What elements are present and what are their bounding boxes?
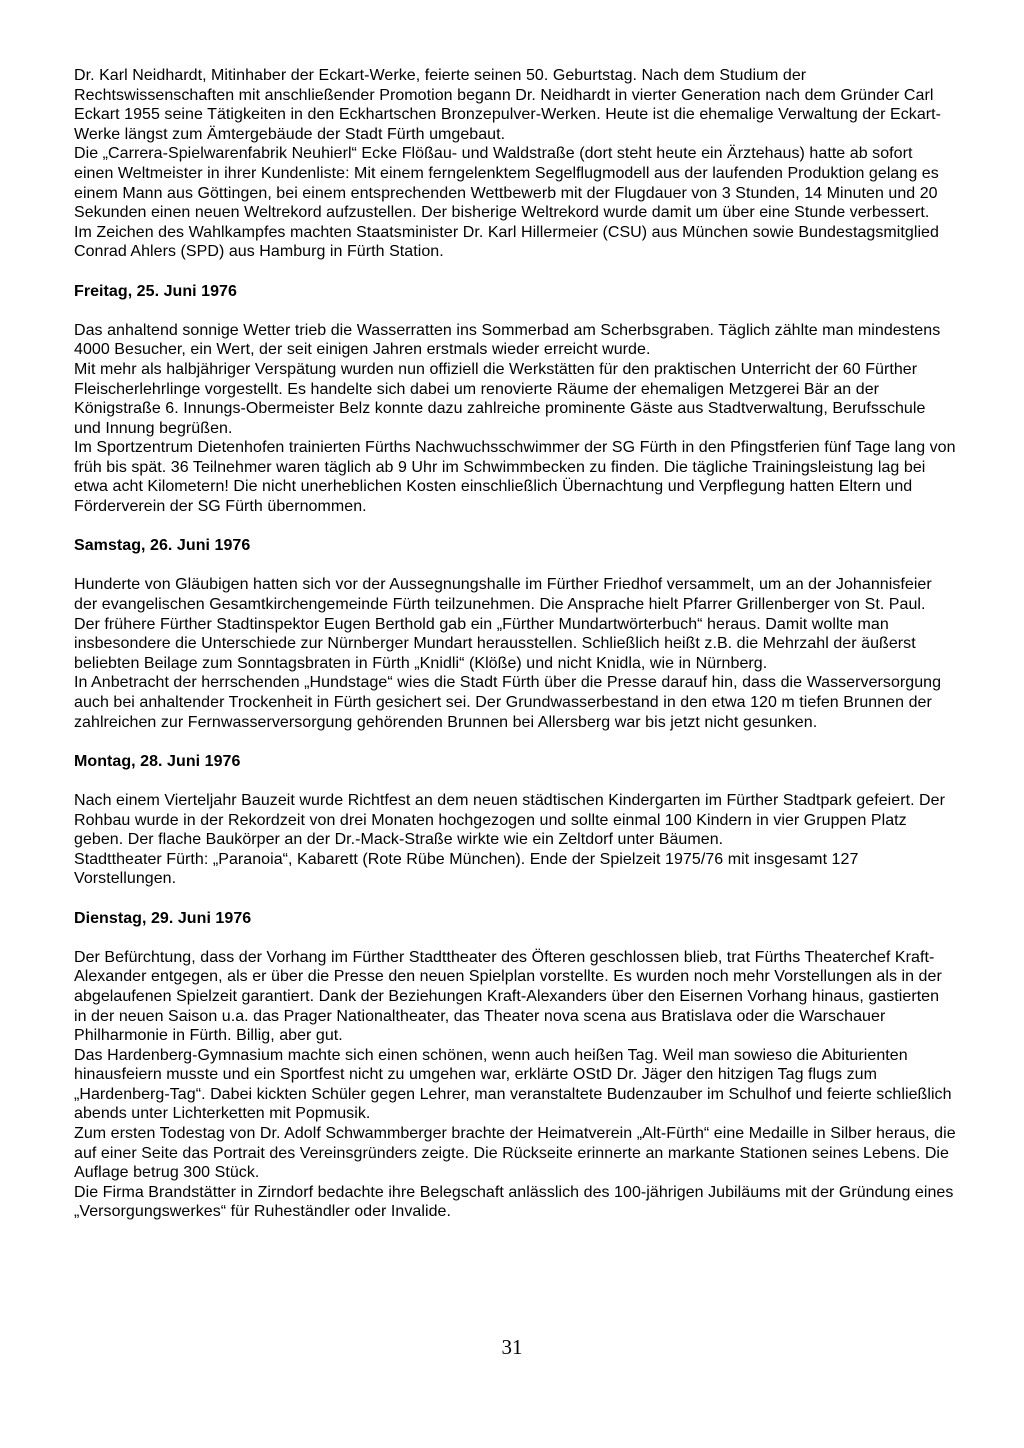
section-paragraphs <box>74 321 956 517</box>
section-paragraphs <box>74 948 956 1222</box>
page-number: 31 <box>501 1335 523 1359</box>
date-heading: Freitag, 25. Juni 1976 <box>74 282 237 300</box>
paragraph: Der Befürchtung, dass der Vorhang im Fürther Stadttheater des Öfteren geschlossen blieb, trat Fürths Theaterchef Kraft-Alexander entgegen, als er über die Presse den neuen Spielplan vorstellte. Es wurden noch mehr Vorstellungen als in der abgelaufenen Spielzeit garantiert. Dank der Beziehungen Kraft-Alexanders über den Eisernen Vorhang hinaus, gastierten in der neuen Saison u.a. das Prager Nationaltheater, das Theater nova scena aus Bratislava oder die Warschauer Philharmonie in Fürth. Billig, aber gut. <box>74 948 942 1045</box>
date-heading: Samstag, 26. Juni 1976 <box>74 537 251 555</box>
chronicle-section <box>74 909 956 1223</box>
paragraph: Das Hardenberg-Gymnasium machte sich einen schönen, wenn auch heißen Tag. Weil man sowieso die Abiturienten hinausfeiern musste und ein Sportfest nicht zu umgehen war, erklärte OStD Dr. Jäger den hitzigen Tag flugs zum „Hardenberg-Tag“. Dabei kickten Schüler gegen Lehrer, man veranstaltete Budenzauber im Schulhof und feierte schließlich abends unter Lichterketten mit Popmusik. <box>74 1046 952 1123</box>
date-heading: Montag, 28. Juni 1976 <box>74 752 241 770</box>
paragraph: Mit mehr als halbjähriger Verspätung wurden nun offiziell die Werkstätten für den praktischen Unterricht der 60 Fürther Fleischerlehrlinge vorgestellt. Es handelte sich dabei um renovierte Räume der ehemaligen Metzgerei Bär an der Königstraße 6. Innungs-Obermeister Belz konnte dazu zahlreiche prominente Gäste aus Stadtverwaltung, Berufsschule und Innung begrüßen. <box>74 360 926 437</box>
section-paragraphs <box>74 575 956 732</box>
section-paragraphs <box>74 791 956 889</box>
paragraph: Im Sportzentrum Dietenhofen trainierten Fürths Nachwuchsschwimmer der SG Fürth in den Pfingstferien fünf Tage lang von früh bis spät. 36 Teilnehmer waren täglich ab 9 Uhr im Schwimmbecken zu finden. Die tägliche Trainingsleistung lag bei etwa acht Kilometern! Die nicht unerheblichen Kosten einschließlich Übernachtung und Verpflegung hatten Eltern und Förderverein der SG Fürth übernommen. <box>74 439 956 516</box>
paragraph: Die Firma Brandstätter in Zirndorf bedachte ihre Belegschaft anlässlich des 100-jährigen Jubiläums mit der Gründung eines „Versorgungswerkes“ für Ruheständler oder Invalide. <box>74 1183 954 1221</box>
paragraph: Zum ersten Todestag von Dr. Adolf Schwammberger brachte der Heimatverein „Alt-Fürth“ eine Medaille in Silber heraus, die auf einer Seite das Portrait des Vereinsgründers zeigte. Die Rückseite erinnerte an markante Stationen seines Lebens. Die Auflage betrug 300 Stück. <box>74 1125 956 1182</box>
paragraph: Im Zeichen des Wahlkampfes machten Staatsminister Dr. Karl Hillermeier (CSU) aus München sowie Bundestagsmitglied Conrad Ahlers (SPD) aus Hamburg in Fürth Station. <box>74 223 939 261</box>
date-heading: Dienstag, 29. Juni 1976 <box>74 909 252 927</box>
paragraph: Nach einem Vierteljahr Bauzeit wurde Richtfest an dem neuen städtischen Kindergarten im Fürther Stadtpark gefeiert. Der Rohbau wurde in der Rekordzeit von drei Monaten hochgezogen und sollte einmal 100 Kindern in vier Gruppen Platz geben. Der flache Baukörper an der Dr.-Mack-Straße wirkte wie ein Zeltdorf unter Bäumen. <box>74 791 945 849</box>
chronicle-section <box>74 282 956 517</box>
section-paragraphs <box>74 66 956 262</box>
paragraph: Der frühere Fürther Stadtinspektor Eugen Berthold gab ein „Fürther Mundartwörterbuch“ heraus. Damit wollte man insbesondere die Unterschiede zur Nürnberger Mundart herausstellen. Schließlich heißt z.B. die Mehrzahl der äußerst beliebten Beilage zum Sonntagsbraten in Fürth „Knidli“ (Klöße) und nicht Knidla, wie in Nürnberg. <box>74 615 916 672</box>
chronicle-section <box>74 536 956 732</box>
paragraph: Die „Carrera-Spielwarenfabrik Neuhierl“ Ecke Flößau- und Waldstraße (dort steht heute ein Ärztehaus) hatte ab sofort einen Weltmeister in ihrer Kundenliste: Mit einem ferngelenktem Segelflugmodell aus der laufenden Produktion gelang es einem Mann aus Göttingen, bei einem entsprechenden Wettbewerb mit der Flugdauer von 3 Stunden, 14 Minuten und 20 Sekunden einen neuen Weltrekord aufzustellen. Der bisherige Weltrekord wurde damit um über eine Stunde verbessert. <box>74 145 939 222</box>
paragraph: In Anbetracht der herrschenden „Hundstage“ wies die Stadt Fürth über die Presse darauf hin, dass die Wasserversorgung auch bei anhaltender Trockenheit in Fürth gesichert sei. Der Grundwasserbestand in den etwa 120 m tiefen Brunnen der zahlreichen zur Fernwasserversorgung gehörenden Brunnen bei Allersberg war bis jetzt nicht gesunken. <box>74 674 942 731</box>
chronicle-section <box>74 752 956 889</box>
paragraph: Dr. Karl Neidhardt, Mitinhaber der Eckart-Werke, feierte seinen 50. Geburtstag. Nach dem Studium der Rechtswissenschaften mit anschließender Promotion begann Dr. Neidhardt in vierter Generation nach dem Gründer Carl Eckart 1955 seine Tätigkeiten in den Eckhartschen Bronzepulver-Werken. Heute ist die ehemalige Verwaltung der Eckart-Werke längst zum Ämtergebäude der Stadt Fürth umgebaut. <box>74 67 942 143</box>
paragraph: Hunderte von Gläubigen hatten sich vor der Aussegnungshalle im Fürther Friedhof versammelt, um an der Johannisfeier der evangelischen Gesamtkirchengemeinde Fürth teilzunehmen. Die Ansprache hielt Pfarrer Grillenberger von St. Paul. <box>74 576 932 614</box>
paragraph: Das anhaltend sonnige Wetter trieb die Wasserratten ins Sommerbad am Scherbsgraben. Täglich zählte man mindestens 4000 Besucher, ein Wert, der seit einigen Jahren erstmals wieder erreicht wurde. <box>74 321 941 359</box>
paragraph: Stadttheater Fürth: „Paranoia“, Kabarett (Rote Rübe München). Ende der Spielzeit 1975/76 mit insgesamt 127 Vorstellungen. <box>74 850 859 888</box>
document-content <box>74 66 956 1222</box>
chronicle-section <box>74 66 956 262</box>
